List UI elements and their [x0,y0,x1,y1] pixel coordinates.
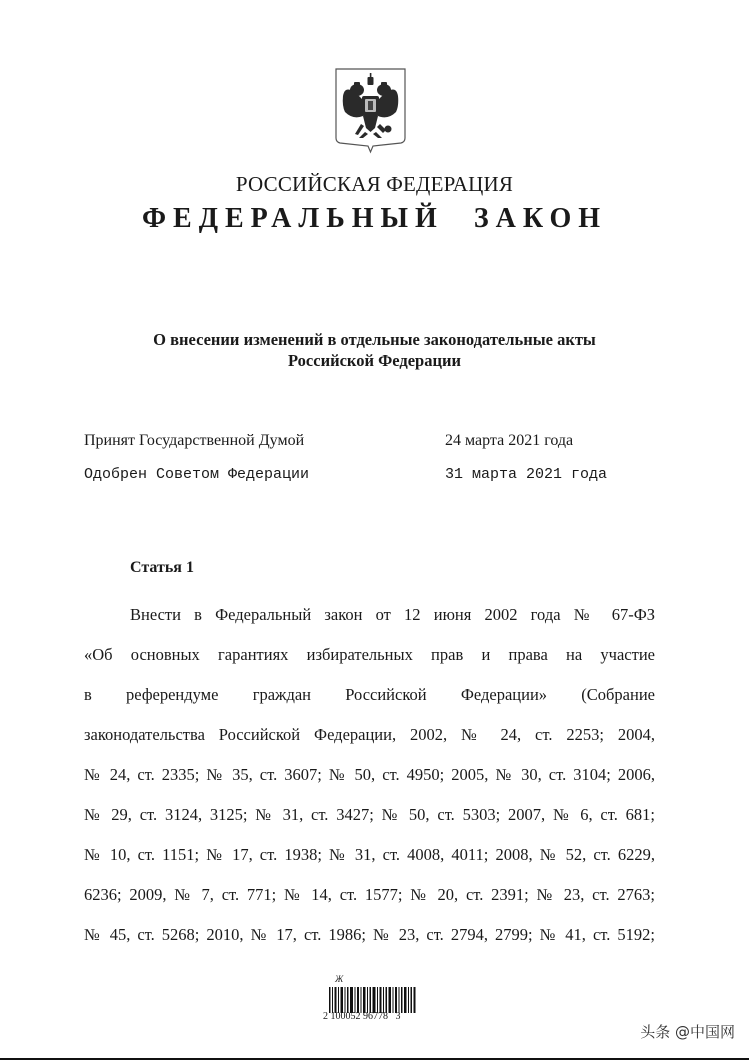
article-text-line: законодательства Российской Федерации, 2002, № 24, ст. 2253; 2004, [84,725,655,744]
barcode-bars-icon [329,987,417,1013]
country-name: РОССИЙСКАЯ ФЕДЕРАЦИЯ [235,172,514,196]
bottom-border [0,1058,749,1060]
watermark: 头条 @中国网 [640,1023,735,1041]
barcode-number: 2 100052 96778 3 [323,1011,401,1022]
document-type: ФЕДЕРАЛЬНЫЙ ЗАКОН [142,203,607,234]
article-text-line: Внести в Федеральный закон от 12 июня 2002 года № 67-ФЗ [130,605,655,624]
adoption-label: Принят Государственной Думой [84,432,305,449]
adoption-label: Одобрен Советом Федерации [84,466,310,483]
law-title [0,329,749,371]
article-text-line: № 29, ст. 3124, 3125; № 31, ст. 3427; № 50, ст. 5303; 2007, № 6, ст. 681; [84,805,655,824]
article-text-line: № 45, ст. 5268; 2010, № 17, ст. 1986; № 23, ст. 2794, 2799; № 41, ст. 5192; [84,925,655,944]
double-headed-eagle-icon [333,66,408,154]
article-body [84,595,655,955]
law-title-line: Российской Федерации [288,351,461,370]
barcode [323,974,433,1024]
article-heading: Статья 1 [130,559,194,576]
article-text-line: в референдуме граждан Российской Федерации» (Собрание [84,685,655,704]
law-title-line: О внесении изменений в отдельные законодательные акты [153,330,596,349]
adoption-date: 31 марта 2021 года [445,466,608,483]
article-text-line: «Об основных гарантиях избирательных прав и права на участие [84,645,655,664]
barcode-mark: Ж [335,974,343,984]
adoption-date: 24 марта 2021 года [445,432,574,449]
article-text-line: № 24, ст. 2335; № 35, ст. 3607; № 50, ст. 4950; 2005, № 30, ст. 3104; 2006, [84,765,655,784]
article-text-line: № 10, ст. 1151; № 17, ст. 1938; № 31, ст. 4008, 4011; 2008, № 52, ст. 6229, [84,845,655,864]
coat-of-arms-emblem [333,66,408,154]
article-text-line: 6236; 2009, № 7, ст. 771; № 14, ст. 1577; № 20, ст. 2391; № 23, ст. 2763; [84,885,655,904]
